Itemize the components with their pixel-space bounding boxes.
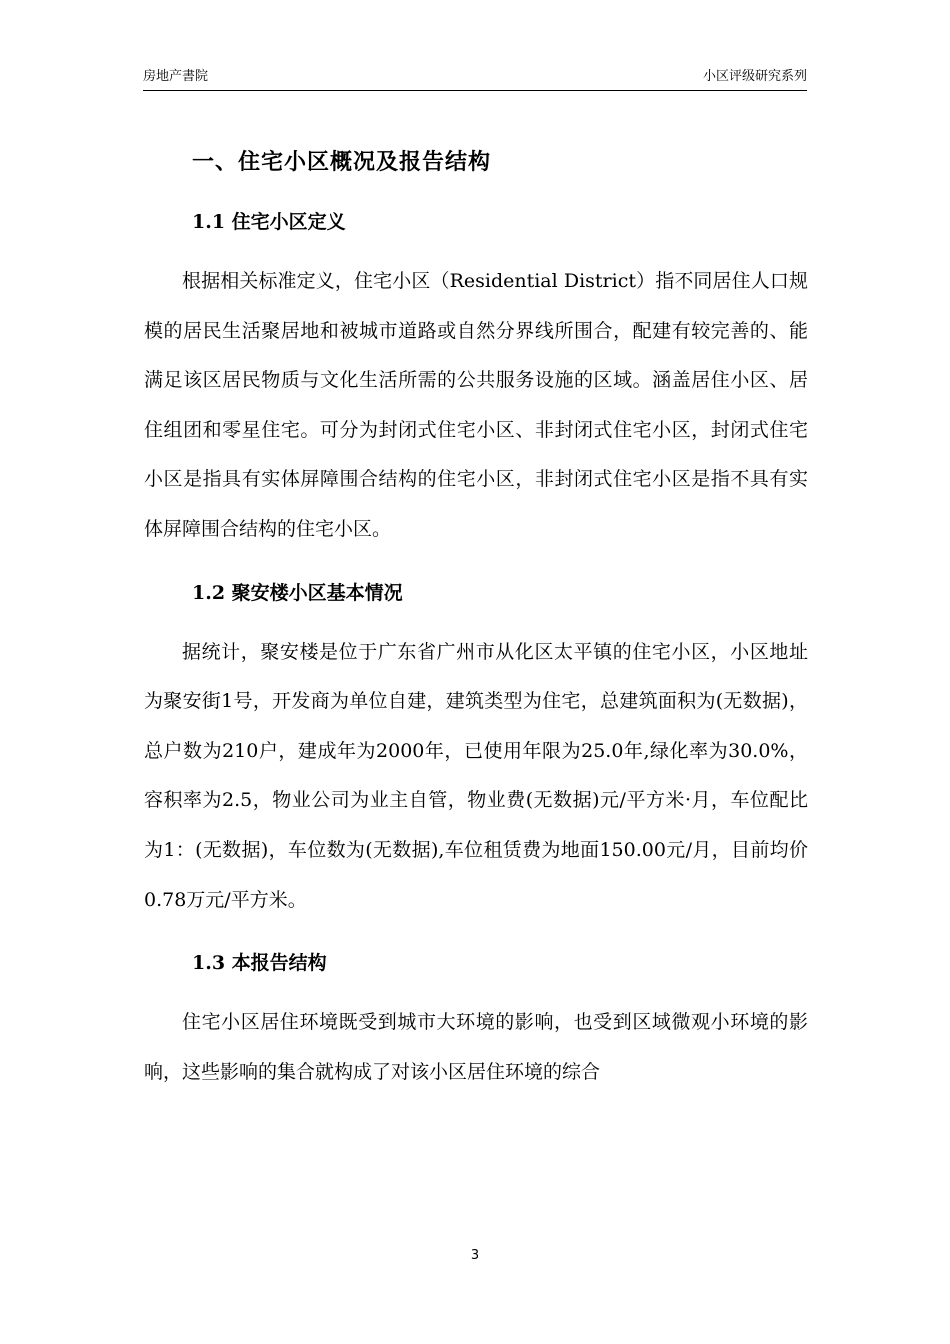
section-title: 一、住宅小区概况及报告结构	[192, 149, 492, 175]
paragraph-definition: 根据相关标准定义，住宅小区（Residential District）指不同居住人口规模的居民生活聚居地和被城市道路或自然分界线所围合，配建有较完善的、能满足该区居民物质与文化生活所需的公共服务设施的区域。涵盖居住小区、居住组团和零星住宅。可分为封闭式住宅小区、非封闭式住宅小区，封闭式住宅小区是指具有实体屏障围合结构的住宅小区，非封闭式住宅小区是指不具有实体屏障围合结构的住宅小区。	[144, 270, 808, 540]
paragraph-structure: 住宅小区居住环境既受到城市大环境的影响，也受到区域微观小环境的影响，这些影响的集合就构成了对该小区居住环境的综合	[144, 1011, 808, 1083]
page-number: 3	[470, 1248, 480, 1263]
running-header	[143, 70, 807, 91]
subsection-title-definition: 1.1 住宅小区定义	[192, 211, 346, 233]
subsection-title-basic-info: 1.2 聚安楼小区基本情况	[192, 581, 403, 604]
header-publisher: 房地产書院	[143, 69, 209, 84]
body-text	[144, 140, 808, 1097]
subsection-title-structure: 1.3 本报告结构	[192, 952, 327, 975]
header-series-title: 小区评级研究系列	[702, 69, 807, 84]
paragraph-basic-info: 据统计，聚安楼是位于广东省广州市从化区太平镇的住宅小区，小区地址为聚安街1号，开发商为单位自建，建筑类型为住宅，总建筑面积为(无数据)，总户数为210户，建成年为2000年，已使用年限为25.0年,绿化率为30.0%，容积率为2.5，物业公司为业主自管，物业费(无数据)元/平方米·月，车位配比为1：(无数据)，车位数为(无数据),车位租赁费为地面150.00元/月，目前均价0.78万元/平方米。	[144, 640, 808, 911]
